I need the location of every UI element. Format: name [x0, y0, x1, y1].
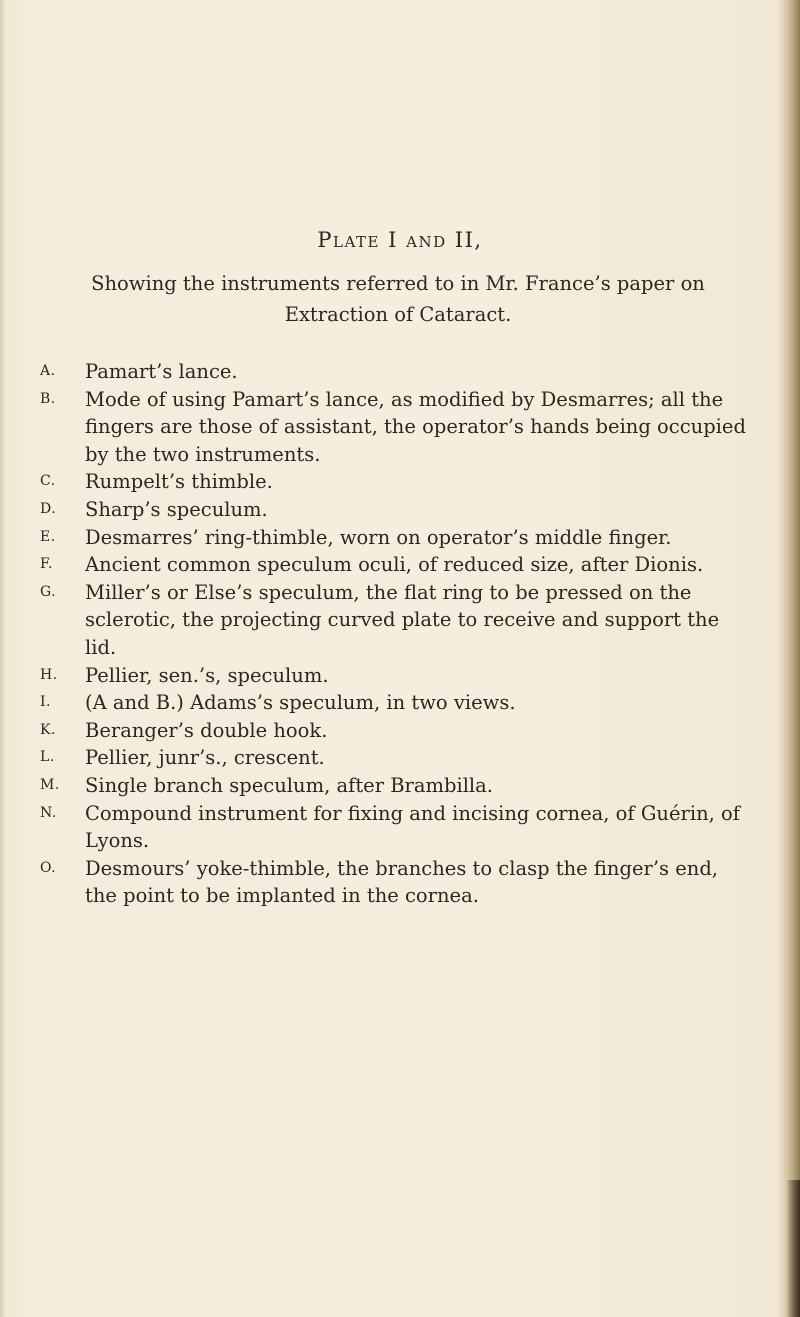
item-letter: I. [40, 694, 51, 711]
list-item [40, 524, 755, 552]
item-text: Beranger’s double hook. [85, 718, 328, 742]
instrument-list [40, 358, 755, 910]
item-letter: F. [40, 556, 53, 573]
item-letter: G. [40, 583, 57, 600]
item-letter: M. [40, 776, 60, 793]
list-item [40, 386, 755, 469]
list-item [40, 800, 755, 855]
list-item [40, 551, 755, 579]
list-item [40, 662, 755, 690]
item-text: Desmarres’ ring-thimble, worn on operator’s middle finger. [85, 525, 672, 549]
item-text: Mode of using Pamart’s lance, as modified by Desmarres; all the fingers are those of assistant, the operator’s hands being occupied by the two instruments. [85, 387, 746, 466]
item-text: Pellier, junr’s., crescent. [85, 746, 325, 770]
plate-subtitle: Showing the instruments referred to in Mr. France’s paper on Extraction of Cataract. [91, 272, 705, 326]
list-item [40, 855, 755, 910]
item-letter: E. [40, 528, 56, 545]
item-letter: H. [40, 666, 58, 683]
item-text: Rumpelt’s thimble. [85, 470, 273, 494]
list-item [40, 358, 755, 386]
item-letter: N. [40, 804, 57, 821]
item-text: Desmours’ yoke-thimble, the branches to clasp the finger’s end, the point to be implanted in the cornea. [85, 856, 718, 908]
item-text: (A and B.) Adams’s speculum, in two views. [85, 691, 516, 715]
list-item [40, 717, 755, 745]
item-text: Single branch speculum, after Brambilla. [85, 773, 493, 797]
list-item [40, 468, 755, 496]
item-letter: C. [40, 473, 56, 490]
list-item [40, 689, 755, 717]
item-text: Ancient common speculum oculi, of reduced size, after Dionis. [85, 553, 704, 577]
page-right-edge [778, 0, 800, 1317]
list-item [40, 579, 755, 662]
item-letter: L. [40, 749, 55, 766]
plate-heading: Plate I and II, [317, 228, 483, 252]
item-text: Sharp’s speculum. [85, 497, 268, 521]
item-letter: D. [40, 500, 57, 517]
item-letter: A. [40, 363, 56, 379]
item-letter: K. [40, 721, 56, 738]
item-text: Pamart’s lance. [85, 360, 238, 383]
item-letter: B. [40, 390, 56, 407]
list-item [40, 744, 755, 772]
item-text: Compound instrument for fixing and incising cornea, of Guérin, of Lyons. [85, 801, 740, 853]
item-letter: O. [40, 859, 57, 876]
list-item [40, 772, 755, 800]
item-text: Miller’s or Else’s speculum, the flat ring to be pressed on the sclerotic, the projecting curved plate to receive and support the lid. [85, 580, 720, 659]
page-left-edge [0, 0, 6, 1317]
item-text: Pellier, sen.’s, speculum. [85, 663, 329, 687]
list-item [40, 496, 755, 524]
page-binding-shadow [786, 1180, 800, 1317]
